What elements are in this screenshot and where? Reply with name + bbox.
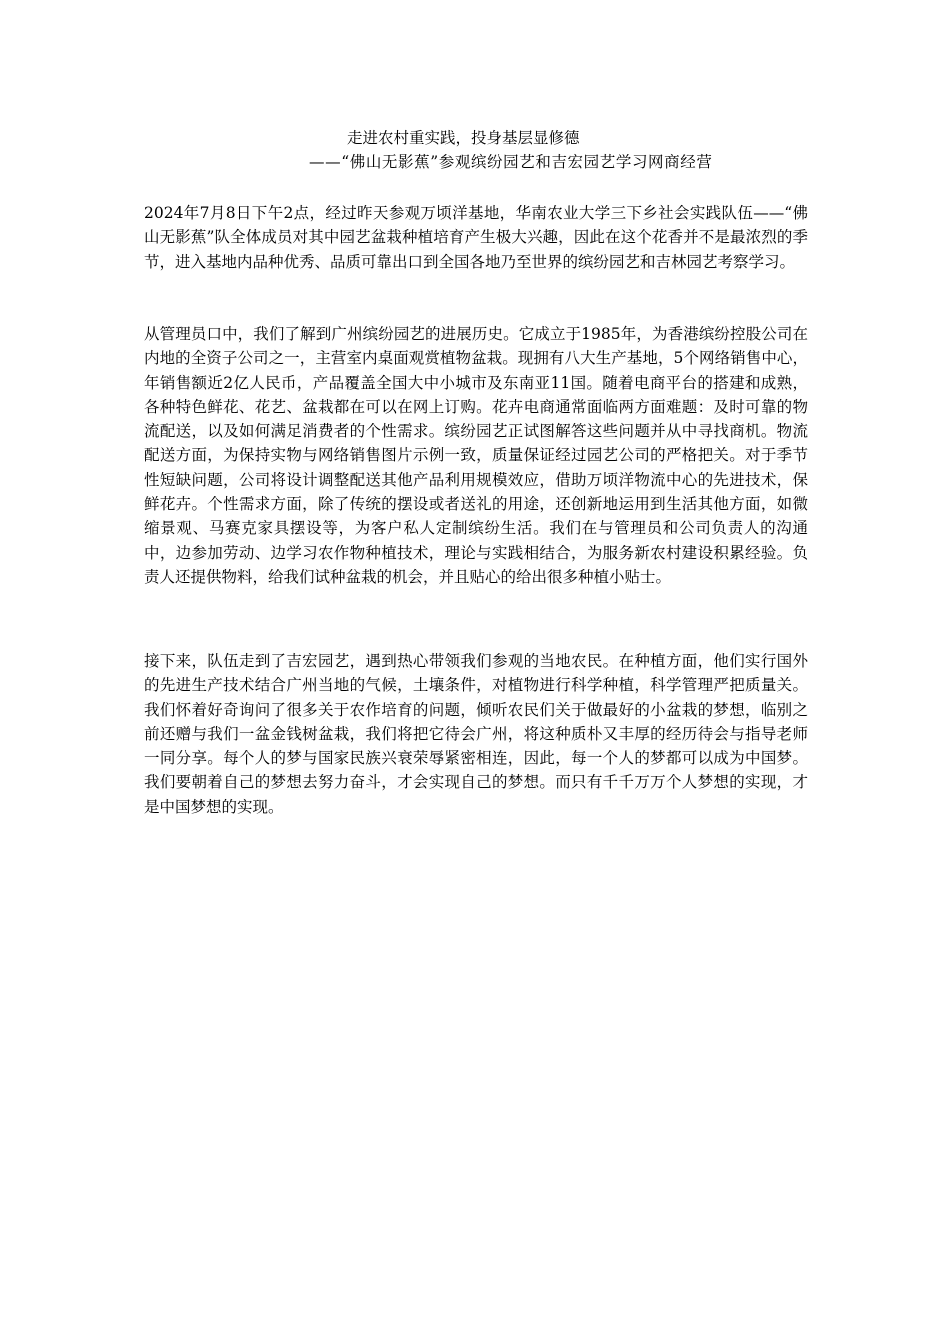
document-title: 走进农村重实践，投身基层显修德 — [347, 129, 580, 147]
paragraph-intro: 2024年7月8日下午2点，经过昨天参观万顷洋基地，华南农业大学三下乡社会实践队伍——“佛山无影蕉”队全体成员对其中园艺盆栽种植培育产生极大兴趣，因此在这个花香并不是最浓烈的季节，进入基地内品种优秀、品质可靠出口到全国各地乃至世界的缤纷园艺和吉林园艺考察学习。 — [144, 204, 808, 271]
document-subtitle: ——“佛山无影蕉”参观缤纷园艺和吉宏园艺学习网商经营 — [309, 153, 713, 171]
paragraph-jihong-gardening: 接下来，队伍走到了吉宏园艺，遇到热心带领我们参观的当地农民。在种植方面，他们实行国外的先进生产技术结合广州当地的气候，土壤条件，对植物进行科学种植，科学管理严把质量关。我们怀着好奇询问了很多关于农作培育的问题，倾听农民们关于做最好的小盆栽的梦想，临别之前还赠与我们一盆金钱树盆栽，我们将把它待会广州，将这种质朴又丰厚的经历待会与指导老师一同分享。每个人的梦与国家民族兴衰荣辱紧密相连，因此，每一个人的梦都可以成为中国梦。我们要朝着自己的梦想去努力奋斗，才会实现自己的梦想。而只有千千万万个人梦想的实现，才是中国梦想的实现。 — [144, 652, 808, 816]
paragraph-binfen-gardening: 从管理员口中，我们了解到广州缤纷园艺的进展历史。它成立于1985年，为香港缤纷控股公司在内地的全资子公司之一，主营室内桌面观赏植物盆栽。现拥有八大生产基地，5个网络销售中心，年销售额近2亿人民币，产品覆盖全国大中小城市及东南亚11国。随着电商平台的搭建和成熟，各种特色鲜花、花艺、盆栽都在可以在网上订购。花卉电商通常面临两方面难题：及时可靠的物流配送，以及如何满足消费者的个性需求。缤纷园艺正试图解答这些问题并从中寻找商机。物流配送方面，为保持实物与网络销售图片示例一致，质量保证经过园艺公司的严格把关。对于季节性短缺问题，公司将设计调整配送其他产品利用规模效应，借助万顷洋物流中心的先进技术，保鲜花卉。个性需求方面，除了传统的摆设或者送礼的用途，还创新地运用到生活其他方面，如微缩景观、马赛克家具摆设等，为客户私人定制缤纷生活。我们在与管理员和公司负责人的沟通中，边参加劳动、边学习农作物种植技术，理论与实践相结合，为服务新农村建设积累经验。负责人还提供物料，给我们试种盆栽的机会，并且贴心的给出很多种植小贴士。 — [144, 325, 808, 586]
